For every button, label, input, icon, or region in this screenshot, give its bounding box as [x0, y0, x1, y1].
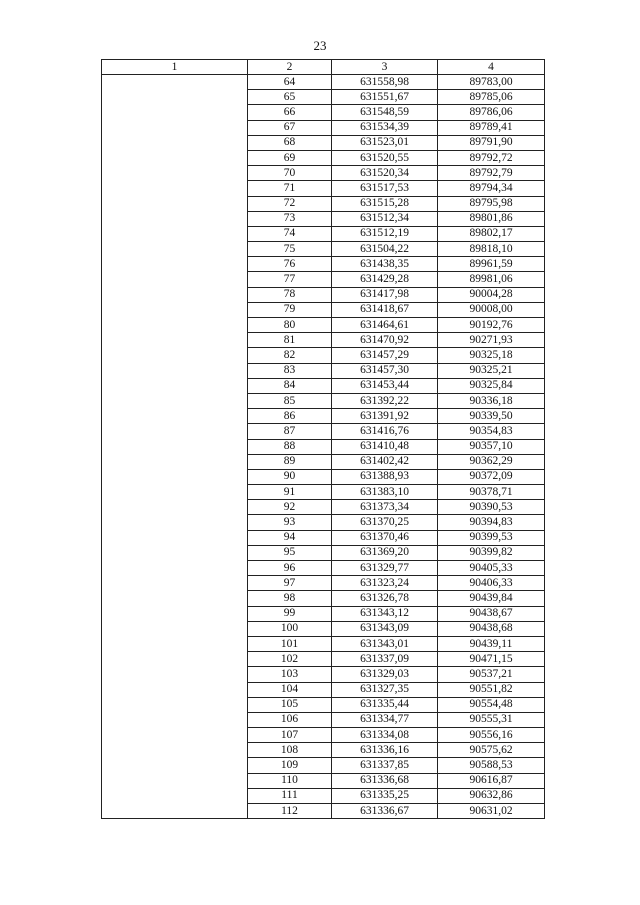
coordinate-y-cell: 90631,02: [438, 804, 545, 819]
point-number-cell: 74: [248, 226, 332, 241]
coordinate-y-cell: 89795,98: [438, 196, 545, 211]
point-number-cell: 66: [248, 105, 332, 120]
coordinate-y-cell: 89981,06: [438, 272, 545, 287]
coordinate-y-cell: 89785,06: [438, 90, 545, 105]
coordinate-y-cell: 90471,15: [438, 652, 545, 667]
coordinate-y-cell: 89792,79: [438, 166, 545, 181]
point-number-cell: 103: [248, 667, 332, 682]
coordinate-x-cell: 631512,34: [332, 211, 438, 226]
coordinate-y-cell: 90378,71: [438, 485, 545, 500]
coordinate-x-cell: 631391,92: [332, 409, 438, 424]
coordinate-x-cell: 631323,24: [332, 576, 438, 591]
coordinate-y-cell: 90325,21: [438, 363, 545, 378]
point-number-cell: 71: [248, 181, 332, 196]
coordinate-y-cell: 90439,11: [438, 636, 545, 651]
header-col-4: 4: [438, 60, 545, 75]
coordinate-x-cell: 631335,25: [332, 788, 438, 803]
point-number-cell: 92: [248, 500, 332, 515]
point-number-cell: 96: [248, 561, 332, 576]
coordinate-x-cell: 631464,61: [332, 318, 438, 333]
coordinate-y-cell: 90394,83: [438, 515, 545, 530]
point-number-cell: 108: [248, 743, 332, 758]
header-col-2: 2: [248, 60, 332, 75]
point-number-cell: 94: [248, 530, 332, 545]
coordinate-x-cell: 631438,35: [332, 257, 438, 272]
coordinate-y-cell: 90632,86: [438, 788, 545, 803]
coordinate-x-cell: 631383,10: [332, 485, 438, 500]
coordinate-y-cell: 90439,84: [438, 591, 545, 606]
coordinate-y-cell: 90554,48: [438, 697, 545, 712]
coordinate-y-cell: 89818,10: [438, 242, 545, 257]
coordinate-x-cell: 631327,35: [332, 682, 438, 697]
coordinate-x-cell: 631520,34: [332, 166, 438, 181]
coordinate-y-cell: 89786,06: [438, 105, 545, 120]
coordinate-x-cell: 631470,92: [332, 333, 438, 348]
coordinate-x-cell: 631512,19: [332, 226, 438, 241]
coordinate-y-cell: 90339,50: [438, 409, 545, 424]
point-number-cell: 111: [248, 788, 332, 803]
coordinate-y-cell: 89802,17: [438, 226, 545, 241]
coordinate-x-cell: 631392,22: [332, 393, 438, 408]
header-col-1: 1: [102, 60, 248, 75]
point-number-cell: 109: [248, 758, 332, 773]
coordinate-x-cell: 631410,48: [332, 439, 438, 454]
coordinate-y-cell: 90616,87: [438, 773, 545, 788]
coordinate-y-cell: 90325,84: [438, 378, 545, 393]
point-number-cell: 65: [248, 90, 332, 105]
point-number-cell: 104: [248, 682, 332, 697]
coordinates-table: [101, 59, 545, 819]
coordinate-y-cell: 90354,83: [438, 424, 545, 439]
coordinate-y-cell: 89789,41: [438, 120, 545, 135]
coordinate-x-cell: 631520,55: [332, 150, 438, 165]
coordinate-y-cell: 90555,31: [438, 712, 545, 727]
coordinate-x-cell: 631534,39: [332, 120, 438, 135]
point-number-cell: 107: [248, 728, 332, 743]
coordinate-x-cell: 631336,67: [332, 804, 438, 819]
point-number-cell: 99: [248, 606, 332, 621]
point-number-cell: 106: [248, 712, 332, 727]
coordinate-x-cell: 631558,98: [332, 75, 438, 90]
coordinate-x-cell: 631457,30: [332, 363, 438, 378]
point-number-cell: 82: [248, 348, 332, 363]
point-number-cell: 101: [248, 636, 332, 651]
coordinate-y-cell: 90336,18: [438, 393, 545, 408]
coordinate-x-cell: 631504,22: [332, 242, 438, 257]
coordinate-y-cell: 89791,90: [438, 135, 545, 150]
coordinate-x-cell: 631417,98: [332, 287, 438, 302]
coordinate-y-cell: 90405,33: [438, 561, 545, 576]
coordinate-y-cell: 90008,00: [438, 302, 545, 317]
point-number-cell: 98: [248, 591, 332, 606]
point-number-cell: 64: [248, 75, 332, 90]
point-number-cell: 112: [248, 804, 332, 819]
coordinate-y-cell: 90588,53: [438, 758, 545, 773]
coordinate-y-cell: 90556,16: [438, 728, 545, 743]
point-number-cell: 91: [248, 485, 332, 500]
coordinate-y-cell: 90271,93: [438, 333, 545, 348]
point-number-cell: 89: [248, 454, 332, 469]
coordinate-y-cell: 89783,00: [438, 75, 545, 90]
coordinate-y-cell: 89794,34: [438, 181, 545, 196]
coordinate-y-cell: 90004,28: [438, 287, 545, 302]
coordinate-y-cell: 90438,68: [438, 621, 545, 636]
point-number-cell: 110: [248, 773, 332, 788]
point-number-cell: 79: [248, 302, 332, 317]
point-number-cell: 85: [248, 393, 332, 408]
point-number-cell: 73: [248, 211, 332, 226]
point-number-cell: 81: [248, 333, 332, 348]
point-number-cell: 102: [248, 652, 332, 667]
coordinate-y-cell: 90438,67: [438, 606, 545, 621]
point-number-cell: 78: [248, 287, 332, 302]
point-number-cell: 70: [248, 166, 332, 181]
coordinate-x-cell: 631370,46: [332, 530, 438, 545]
coordinate-x-cell: 631373,34: [332, 500, 438, 515]
coordinate-y-cell: 90372,09: [438, 469, 545, 484]
coordinate-x-cell: 631334,08: [332, 728, 438, 743]
coordinate-x-cell: 631429,28: [332, 272, 438, 287]
point-number-cell: 95: [248, 545, 332, 560]
coordinate-x-cell: 631369,20: [332, 545, 438, 560]
coordinate-y-cell: 90575,62: [438, 743, 545, 758]
point-number-cell: 75: [248, 242, 332, 257]
point-number-cell: 72: [248, 196, 332, 211]
coordinate-y-cell: 90325,18: [438, 348, 545, 363]
point-number-cell: 88: [248, 439, 332, 454]
point-number-cell: 84: [248, 378, 332, 393]
coordinate-y-cell: 90551,82: [438, 682, 545, 697]
coordinate-x-cell: 631329,03: [332, 667, 438, 682]
coordinate-x-cell: 631453,44: [332, 378, 438, 393]
coordinate-x-cell: 631523,01: [332, 135, 438, 150]
point-number-cell: 67: [248, 120, 332, 135]
coordinate-x-cell: 631334,77: [332, 712, 438, 727]
coordinate-x-cell: 631343,09: [332, 621, 438, 636]
header-row: [102, 60, 545, 75]
coordinate-y-cell: 90399,53: [438, 530, 545, 545]
coordinate-y-cell: 90362,29: [438, 454, 545, 469]
table-header: [102, 60, 545, 75]
point-number-cell: 93: [248, 515, 332, 530]
coordinate-x-cell: 631336,68: [332, 773, 438, 788]
point-number-cell: 83: [248, 363, 332, 378]
coordinate-x-cell: 631335,44: [332, 697, 438, 712]
point-number-cell: 105: [248, 697, 332, 712]
coordinate-x-cell: 631329,77: [332, 561, 438, 576]
coordinate-y-cell: 90406,33: [438, 576, 545, 591]
coordinate-y-cell: 90537,21: [438, 667, 545, 682]
point-number-cell: 76: [248, 257, 332, 272]
coordinate-y-cell: 90390,53: [438, 500, 545, 515]
coordinate-x-cell: 631402,42: [332, 454, 438, 469]
point-number-cell: 68: [248, 135, 332, 150]
point-number-cell: 80: [248, 318, 332, 333]
coordinate-x-cell: 631416,76: [332, 424, 438, 439]
point-number-cell: 77: [248, 272, 332, 287]
coordinate-x-cell: 631551,67: [332, 90, 438, 105]
page-number: 23: [313, 38, 327, 53]
point-number-cell: 100: [248, 621, 332, 636]
coordinate-x-cell: 631337,85: [332, 758, 438, 773]
header-col-3: 3: [332, 60, 438, 75]
coordinate-x-cell: 631515,28: [332, 196, 438, 211]
point-number-cell: 87: [248, 424, 332, 439]
column-1-blank-cell: [102, 75, 248, 819]
table-row: [102, 75, 545, 90]
coordinate-y-cell: 90357,10: [438, 439, 545, 454]
coordinate-y-cell: 90399,82: [438, 545, 545, 560]
point-number-cell: 90: [248, 469, 332, 484]
coordinate-x-cell: 631388,93: [332, 469, 438, 484]
coordinate-x-cell: 631343,12: [332, 606, 438, 621]
point-number-cell: 69: [248, 150, 332, 165]
coordinate-x-cell: 631457,29: [332, 348, 438, 363]
coordinate-y-cell: 89792,72: [438, 150, 545, 165]
coordinate-x-cell: 631418,67: [332, 302, 438, 317]
coordinate-y-cell: 89961,59: [438, 257, 545, 272]
coordinate-x-cell: 631326,78: [332, 591, 438, 606]
coordinate-x-cell: 631370,25: [332, 515, 438, 530]
coordinate-y-cell: 90192,76: [438, 318, 545, 333]
point-number-cell: 97: [248, 576, 332, 591]
point-number-cell: 86: [248, 409, 332, 424]
coordinate-x-cell: 631343,01: [332, 636, 438, 651]
coordinate-x-cell: 631337,09: [332, 652, 438, 667]
coordinate-y-cell: 89801,86: [438, 211, 545, 226]
table-body: [102, 75, 545, 819]
coordinate-x-cell: 631336,16: [332, 743, 438, 758]
coordinate-x-cell: 631517,53: [332, 181, 438, 196]
coordinate-x-cell: 631548,59: [332, 105, 438, 120]
